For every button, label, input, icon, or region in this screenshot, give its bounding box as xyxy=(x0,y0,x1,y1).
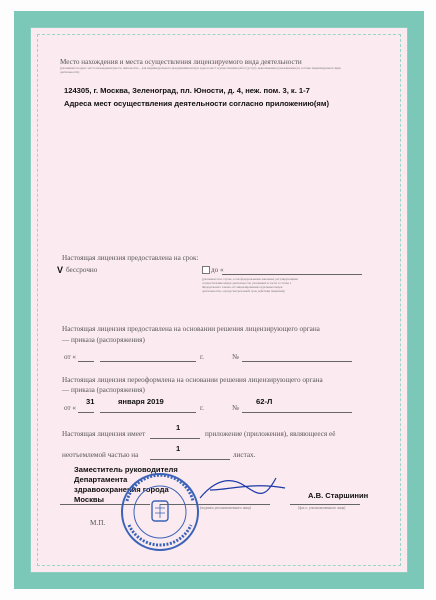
reissue-month-year: января 2019 xyxy=(118,397,164,406)
handwritten-signature xyxy=(190,468,300,508)
name-caption: (ф.и.о. уполномоченного лица) xyxy=(298,506,346,510)
places-value: Адреса мест осуществления деятельности согласно приложению(ям) xyxy=(64,99,329,108)
address-value: 124305, г. Москва, Зеленоград, пл. Юности, д. 4, неж. пом. 3, к. 1-7 xyxy=(64,86,310,95)
appendix-text-c: неотъемлемой частью на xyxy=(62,451,139,459)
reissue-day: 31 xyxy=(86,397,95,406)
decision-date-prefix: от « xyxy=(64,353,77,361)
until-prefix: до « xyxy=(211,266,224,274)
decision-year-suffix: г. xyxy=(200,353,204,361)
decision-day-line xyxy=(78,361,94,362)
reissue-text-line1: Настоящая лицензия переоформлена на основании решения лицензирующего органа xyxy=(62,376,323,384)
seal-label: М.П. xyxy=(90,519,106,527)
reissue-text-line2: — приказа (распоряжения) xyxy=(62,386,145,394)
decision-month-line xyxy=(100,361,196,362)
appendix-count: 1 xyxy=(176,423,181,432)
appendix-text-b: приложение (приложения), являющееся её xyxy=(205,430,336,438)
until-note: (указывается в случае, если федеральными законами, регулирующими осуществление видов деятельности, указанных в части 4 статьи 1 Федерального закона «О лицензировании отдельных видов деятельности», предусмотрен иной срок действия лицензии) xyxy=(202,277,298,293)
signatory-name: А.В. Старшинин xyxy=(308,491,369,500)
address-heading-note: (указываются адрес места нахождения (место жительства – для индивидуального предпринимателя) и адреса мест осуществления работ (услуг), выполняемых (оказываемых) в составе лицензируемого вида деятельности) xyxy=(60,66,341,74)
appendix-count-line xyxy=(150,438,200,439)
appendix-text-d: листах. xyxy=(233,451,256,459)
decision-text-line1: Настоящая лицензия предоставлена на основании решения лицензирующего органа xyxy=(62,325,320,333)
signature-caption: (подпись уполномоченного лица) xyxy=(200,506,252,510)
indefinite-label: бессрочно xyxy=(66,266,98,274)
address-heading: Место нахождения и места осуществления лицензируемого вида деятельности xyxy=(60,58,302,66)
reissue-month-line xyxy=(100,412,196,413)
signatory-position-4: Москвы xyxy=(74,495,105,504)
term-label: Настоящая лицензия предоставлена на срок: xyxy=(62,254,199,262)
signatory-position-1: Заместитель руководителя xyxy=(74,465,178,474)
appendix-text-a: Настоящая лицензия имеет xyxy=(62,430,146,438)
sheets-count: 1 xyxy=(176,444,181,453)
reissue-year-suffix: г. xyxy=(200,404,204,412)
decision-number-prefix: № xyxy=(232,353,239,361)
reissue-day-line xyxy=(78,412,94,413)
reissue-number-line xyxy=(242,412,352,413)
decision-text-line2: — приказа (распоряжения) xyxy=(62,336,145,344)
reissue-number-prefix: № xyxy=(232,404,239,412)
sheets-count-line xyxy=(150,459,230,460)
signatory-position-2: Департамента xyxy=(74,475,128,484)
name-line xyxy=(290,504,360,505)
until-checkbox xyxy=(202,266,210,274)
reissue-date-prefix: от « xyxy=(64,404,77,412)
until-date-line xyxy=(222,274,362,275)
official-stamp xyxy=(119,471,201,553)
signatory-position-3: здравоохранения города xyxy=(74,485,169,494)
indefinite-checkmark: V xyxy=(57,265,64,275)
decision-number-line xyxy=(242,361,352,362)
reissue-number: 62-Л xyxy=(256,397,273,406)
